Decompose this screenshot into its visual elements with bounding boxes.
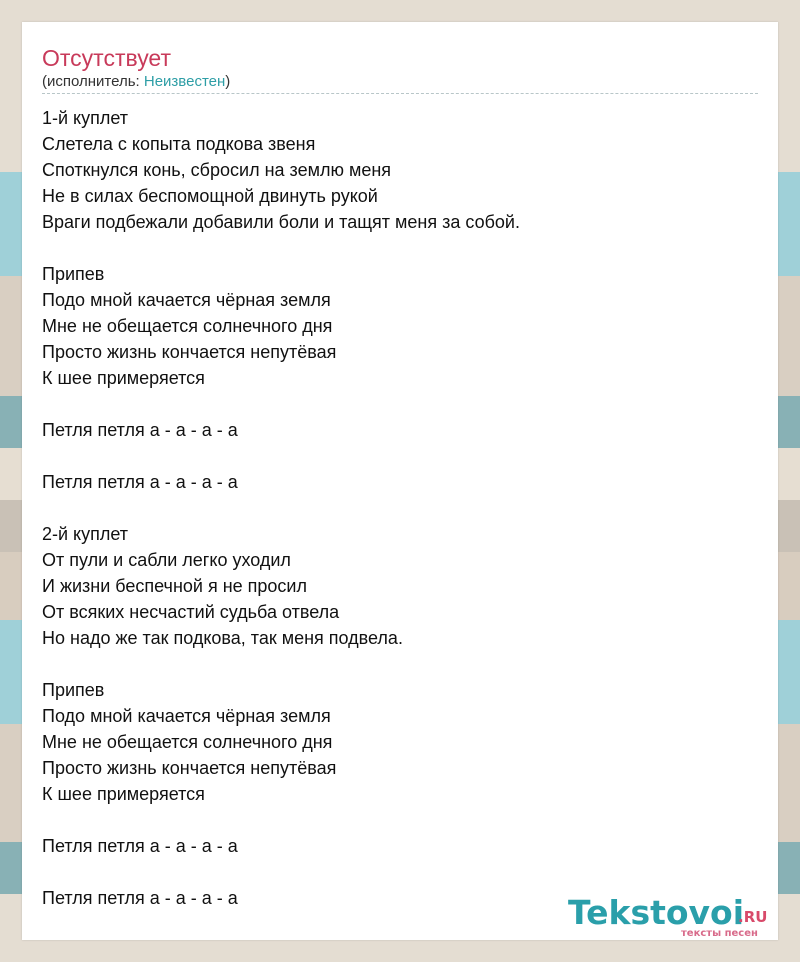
lyric-line: Враги подбежали добавили боли и тащят меня за собой. <box>42 212 520 232</box>
lyric-line: И жизни беспечной я не просил <box>42 576 307 596</box>
lyric-line: От пули и сабли легко уходил <box>42 550 291 570</box>
site-logo[interactable] <box>568 894 778 940</box>
lyric-line: Петля петля а - а - а - а <box>42 888 238 908</box>
lyric-line: Но надо же так подкова, так меня подвела. <box>42 628 403 648</box>
lyric-line: Припев <box>42 264 105 284</box>
lyric-line: 1-й куплет <box>42 108 129 128</box>
lyric-line: От всяких несчастий судьба отвела <box>42 602 340 622</box>
lyric-line: Слетела с копыта подкова звеня <box>42 134 316 154</box>
lyric-line <box>42 495 520 521</box>
lyrics-card <box>22 22 778 940</box>
lyric-line: Подо мной качается чёрная земля <box>42 290 331 310</box>
lyric-line <box>42 651 520 677</box>
lyric-line: 2-й куплет <box>42 524 129 544</box>
lyric-line: К шее примеряется <box>42 784 205 804</box>
song-title: Отсутствует <box>42 45 171 71</box>
lyric-line: Петля петля а - а - а - а <box>42 472 238 492</box>
lyric-line: Подо мной качается чёрная земля <box>42 706 331 726</box>
lyric-line <box>42 391 520 417</box>
artist-link[interactable]: Неизвестен <box>143 73 226 90</box>
artist-prefix: (исполнитель: <box>42 73 144 90</box>
lyric-line <box>42 859 520 885</box>
lyric-line: Мне не обещается солнечного дня <box>42 732 333 752</box>
lyric-line: Петля петля а - а - а - а <box>42 836 238 856</box>
artist-suffix: ) <box>225 73 231 90</box>
lyric-line: К шее примеряется <box>42 368 205 388</box>
lyric-line: Петля петля а - а - а - а <box>42 420 238 440</box>
lyric-line: Не в силах беспомощной двинуть рукой <box>42 186 378 206</box>
artist-line <box>42 73 230 91</box>
lyric-line: Просто жизнь кончается непутёвая <box>42 758 337 778</box>
lyric-line <box>42 443 520 469</box>
logo-tld: .RU <box>738 908 768 926</box>
logo-subtitle: тексты песен <box>681 928 758 939</box>
lyric-line: Мне не обещается солнечного дня <box>42 316 333 336</box>
logo-wordmark: Tekstovoi <box>568 893 745 932</box>
lyrics-text <box>42 105 520 911</box>
lyric-line <box>42 235 520 261</box>
lyric-line: Просто жизнь кончается непутёвая <box>42 342 337 362</box>
lyric-line: Споткнулся конь, сбросил на землю меня <box>42 160 392 180</box>
lyric-line: Припев <box>42 680 105 700</box>
divider <box>42 93 758 94</box>
lyric-line <box>42 807 520 833</box>
